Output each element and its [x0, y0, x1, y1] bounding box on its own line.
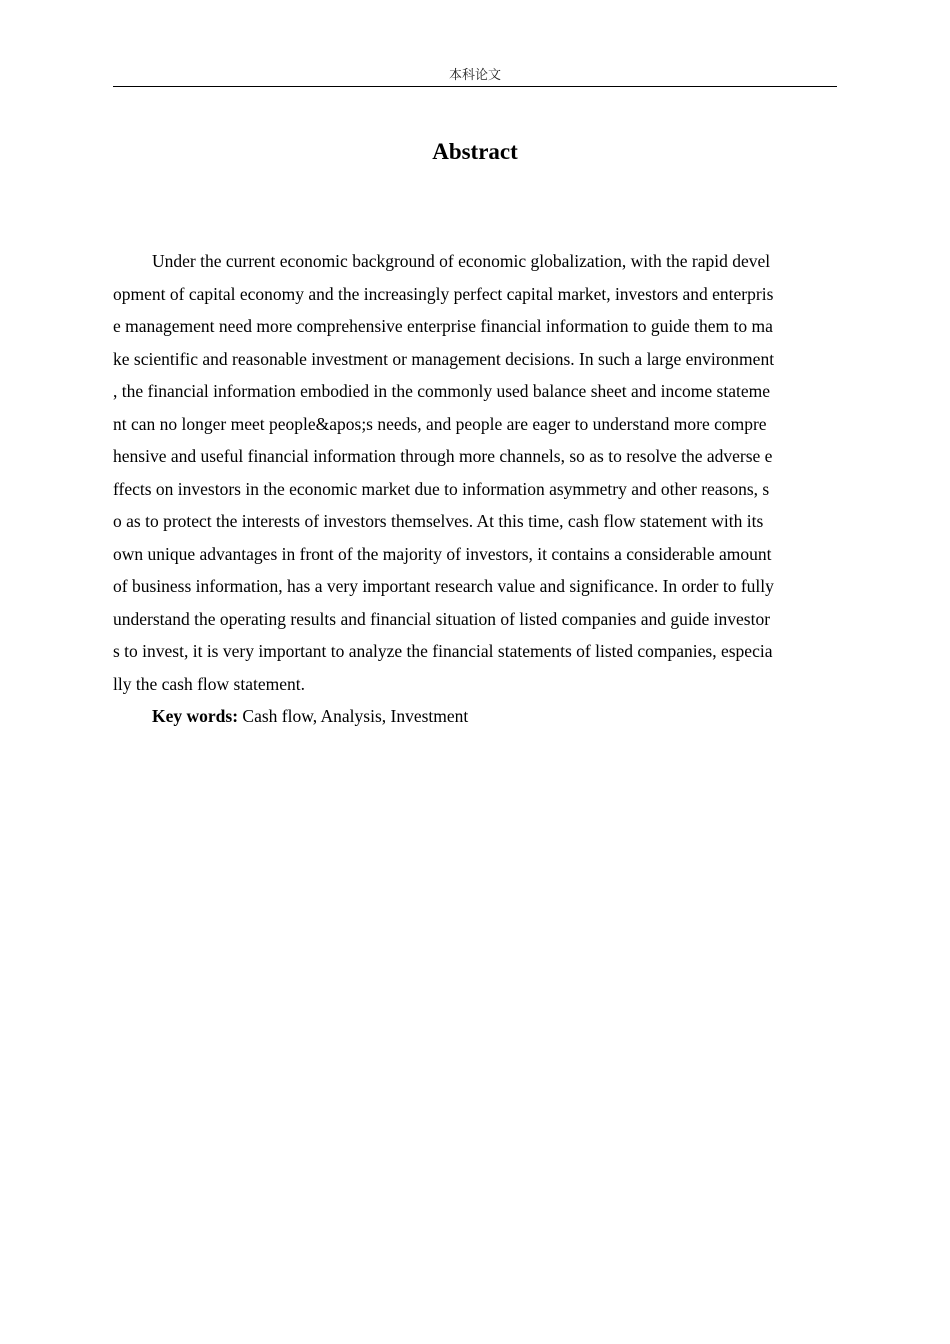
abstract-line: nt can no longer meet people&apos;s needs, and people are eager to understand more compre	[113, 413, 767, 434]
abstract-line: o as to protect the interests of investors themselves. At this time, cash flow statement with its	[113, 511, 764, 531]
abstract-line: s to invest, it is very important to analyze the financial statements of listed companies, especia	[113, 641, 773, 661]
abstract-line: hensive and useful financial information through more channels, so as to resolve the adverse e	[113, 446, 773, 466]
abstract-line: , the financial information embodied in the commonly used balance sheet and income stateme	[113, 381, 771, 401]
abstract-body	[113, 245, 837, 733]
header-text: 本科论文	[448, 68, 501, 83]
keywords-value: Cash flow, Analysis, Investment	[242, 706, 469, 726]
page-header	[113, 66, 837, 87]
abstract-line: Under the current economic background of economic globalization, with the rapid devel	[152, 251, 771, 271]
abstract-line: understand the operating results and financial situation of listed companies and guide investor	[113, 608, 771, 629]
keywords-label: Key words:	[152, 706, 239, 726]
page-title: Abstract	[432, 139, 518, 164]
abstract-line: own unique advantages in front of the majority of investors, it contains a considerable amount	[113, 543, 772, 564]
keywords-line	[113, 700, 837, 733]
abstract-line: of business information, has a very important research value and significance. In order to fully	[113, 576, 774, 596]
abstract-line: opment of capital economy and the increasingly perfect capital market, investors and enterpris	[113, 283, 774, 304]
abstract-line: ke scientific and reasonable investment or management decisions. In such a large environment	[113, 348, 775, 369]
abstract-line: ffects on investors in the economic market due to information asymmetry and other reasons, s	[113, 478, 770, 499]
abstract-line: lly the cash flow statement.	[113, 673, 305, 694]
abstract-line: e management need more comprehensive enterprise financial information to guide them to ma	[113, 316, 773, 336]
